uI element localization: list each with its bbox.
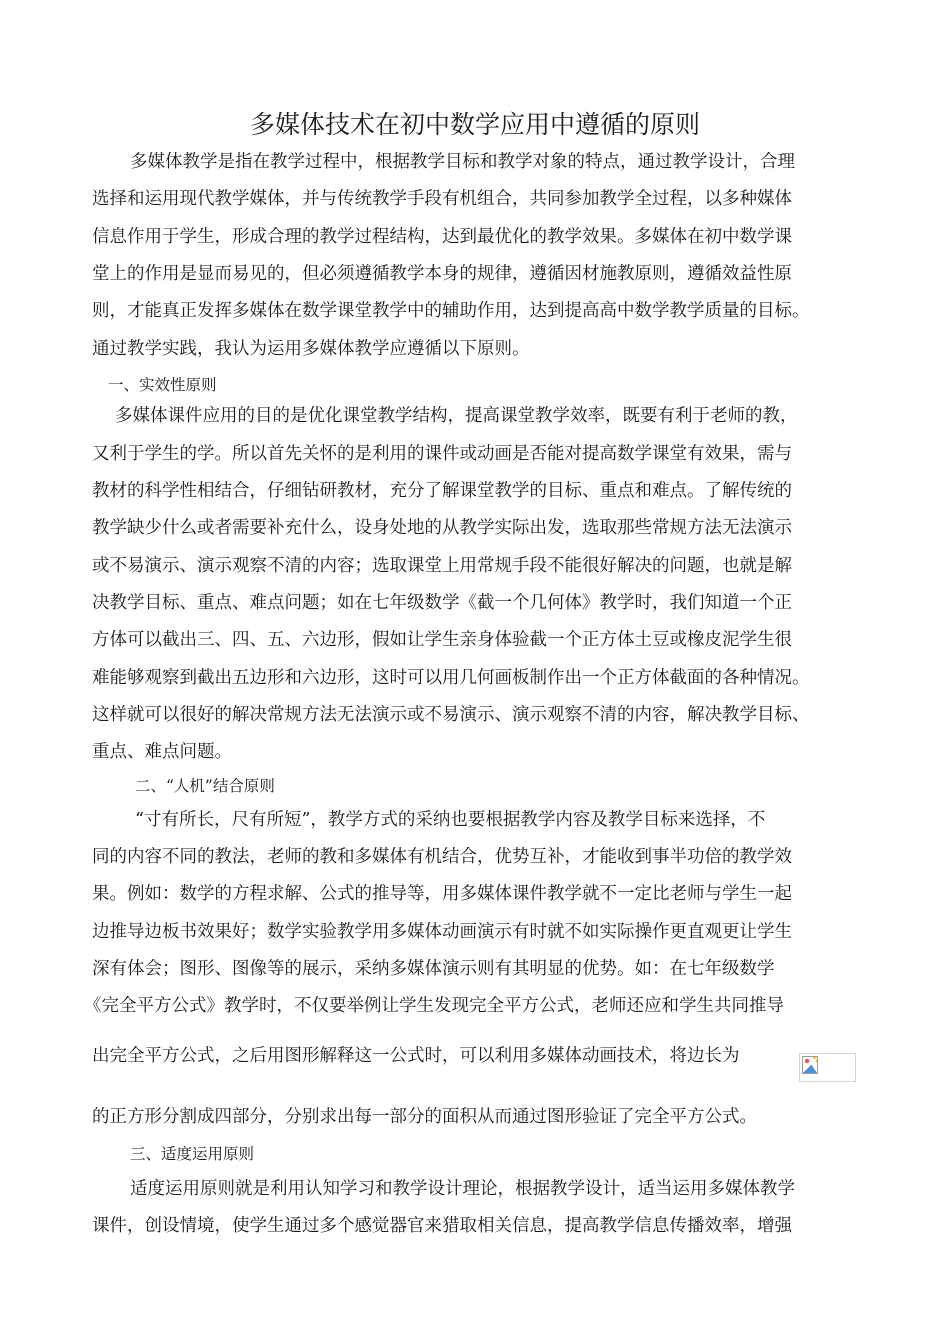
paragraph-line: 选择和运用现代教学媒体，并与传统教学手段有机组合，共同参加教学全过程，以多种媒体 [92,189,792,209]
paragraph-line: 这样就可以很好的解决常规方法无法演示或不易演示、演示观察不清的内容，解决教学目标、 [92,705,810,725]
paragraph-line: 果。例如：数学的方程求解、公式的推导等，用多媒体课件教学就不一定比老师与学生一起 [92,884,792,904]
paragraph-line: 的正方形分割成四部分，分别求出每一部分的面积从而通过图形验证了完全平方公式。 [92,1107,757,1127]
paragraph-line: “寸有所长，尺有所短”，教学方式的采纳也要根据教学内容及教学目标来选择，不 [135,810,766,830]
broken-image-placeholder [799,1053,856,1082]
paragraph-line: 边推导边板书效果好；数学实验教学用多媒体动画演示有时就不如实际操作更直观更让学生 [92,922,792,942]
section-heading: 一、实效性原则 [108,376,217,394]
paragraph-line: 教学缺少什么或者需要补充什么，设身处地的从教学实际出发，选取那些常规方法无法演示 [92,518,792,538]
paragraph-line: 《完全平方公式》教学时，不仅要举例让学生发现完全平方公式，老师还应和学生共同推导 [84,996,784,1016]
section-heading: 三、适度运用原则 [130,1145,255,1163]
paragraph-line: 或不易演示、演示观察不清的内容；选取课堂上用常规手段不能很好解决的问题，也就是解 [92,556,792,576]
broken-image-icon [802,1056,820,1076]
paragraph-line: 通过教学实践，我认为运用多媒体教学应遵循以下原则。 [92,339,530,359]
paragraph-line: 堂上的作用是显而易见的，但必须遵循教学本身的规律，遵循因材施教原则，遵循效益性原 [92,264,792,284]
paragraph-line: 重点、难点问题。 [92,742,232,762]
paragraph-line: 教材的科学性相结合，仔细钻研教材，充分了解课堂教学的目标、重点和难点。了解传统的 [92,481,792,501]
paragraph-line: 多媒体课件应用的目的是优化课堂教学结构，提高课堂教学效率，既要有利于老师的教， [115,406,798,426]
paragraph-line: 方体可以截出三、四、五、六边形，假如让学生亲身体验截一个正方体土豆或橡皮泥学生很 [92,630,792,650]
paragraph-line: 同的内容不同的教法，老师的教和多媒体有机结合，优势互补，才能收到事半功倍的教学效 [92,847,792,867]
paragraph-line: 出完全平方公式，之后用图形解释这一公式时，可以利用多媒体动画技术，将边长为 [92,1046,740,1066]
paragraph-line: 适度运用原则就是利用认知学习和教学设计理论，根据教学设计，适当运用多媒体教学 [130,1179,795,1199]
document-title: 多媒体技术在初中数学应用中遵循的原则 [249,110,700,139]
paragraph-line: 多媒体教学是指在教学过程中，根据教学目标和教学对象的特点，通过教学设计，合理 [130,152,795,172]
paragraph-line: 信息作用于学生，形成合理的教学过程结构，达到最优化的教学效果。多媒体在初中数学课 [92,227,792,247]
paragraph-line: 决教学目标、重点、难点问题；如在七年级数学《截一个几何体》教学时，我们知道一个正 [92,593,792,613]
paragraph-line: 深有体会；图形、图像等的展示，采纳多媒体演示则有其明显的优势。如：在七年级数学 [92,959,775,979]
paragraph-line: 课件，创设情境，使学生通过多个感觉器官来猎取相关信息，提高教学信息传播效率，增强 [92,1216,792,1236]
paragraph-line: 又利于学生的学。所以首先关怀的是利用的课件或动画是否能对提高数学课堂有效果，需与 [92,444,792,464]
paragraph-line: 则，才能真正发挥多媒体在数学课堂教学中的辅助作用，达到提高高中数学教学质量的目标。 [92,301,810,321]
section-heading: 二、“人机”结合原则 [135,777,275,795]
paragraph-line: 难能够观察到截出五边形和六边形，这时可以用几何画板制作出一个正方体截面的各种情况。 [92,668,810,688]
